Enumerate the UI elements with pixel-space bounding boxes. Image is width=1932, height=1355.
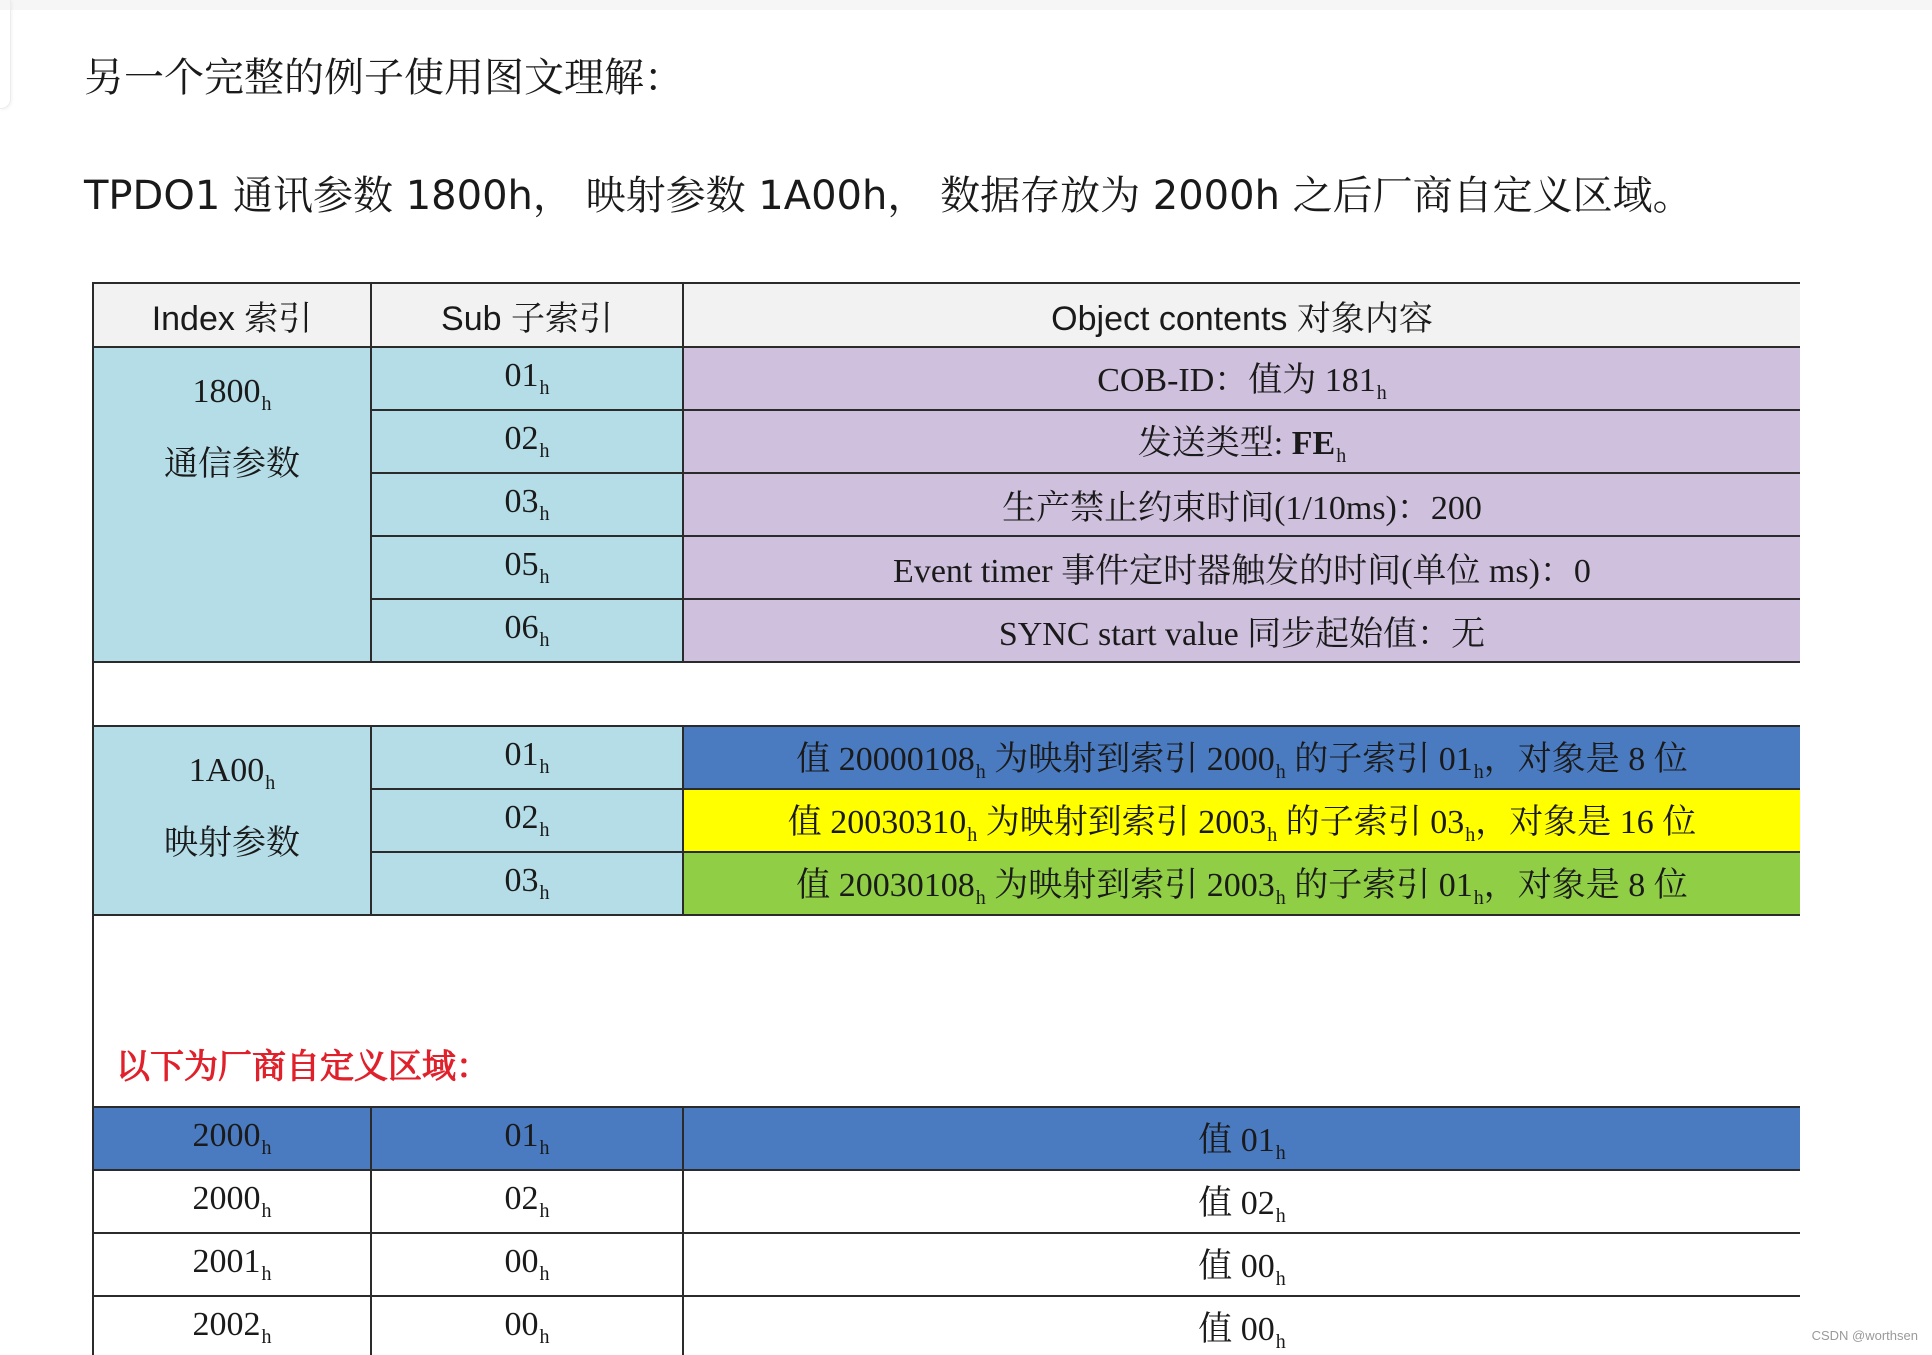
hex-suffix: h <box>261 1263 272 1285</box>
vendor-content-cell: 值 $02_h$ <box>683 1170 1800 1233</box>
vendor-sub-cell: $02_h$ <box>371 1170 683 1233</box>
map-index-cell <box>93 726 371 915</box>
sub-index-cell: $06_h$ <box>371 599 683 662</box>
hex-suffix: h <box>1473 887 1484 909</box>
hex-suffix: h <box>539 1200 550 1222</box>
hex-suffix: h <box>967 824 978 846</box>
sub-index-cell: $01_h$ <box>371 347 683 410</box>
sub-index-cell: $02_h$ <box>371 789 683 852</box>
vendor-index-cell: $2002_h$ <box>93 1296 371 1355</box>
vendor-sub-cell: $00_h$ <box>371 1233 683 1296</box>
hex-suffix: h <box>1275 761 1286 783</box>
hex-suffix: h <box>1275 1142 1286 1164</box>
content-cell: 发送类型: $FE_h$ <box>683 410 1800 473</box>
header-cell: Sub 子索引 <box>371 283 683 347</box>
vendor-row <box>93 1296 1800 1355</box>
pdo-table-container <box>92 282 1800 1355</box>
hex-suffix: h <box>261 1326 272 1348</box>
watermark: CSDN @worthsen <box>1811 1328 1918 1343</box>
content-cell: Event timer 事件定时器触发的时间(单位 ms)：0 <box>683 536 1800 599</box>
content-cell: 生产禁止约束时间(1/10ms)：200 <box>683 473 1800 536</box>
hex-suffix: h <box>261 393 272 415</box>
header-cell: Index 索引 <box>93 283 371 347</box>
mapping-content-cell: 值 $20000108_h$ 为映射到索引 $2000_h$ 的子索引 $01_h$，对象是 8 位 <box>683 726 1800 789</box>
hex-suffix: h <box>1336 445 1347 467</box>
comm-index-cell <box>93 347 371 662</box>
vendor-label-cell <box>93 915 1800 1107</box>
hex-suffix: h <box>539 503 550 525</box>
vendor-sub-cell: $01_h$ <box>371 1107 683 1170</box>
sub-index-cell: $01_h$ <box>371 726 683 789</box>
hex-suffix: h <box>975 761 986 783</box>
map-index-value: $1A00_h$ <box>188 752 276 794</box>
sub-index-cell: $02_h$ <box>371 410 683 473</box>
sub-index-cell: $05_h$ <box>371 536 683 599</box>
comm-index-value: $1800_h$ <box>192 373 272 415</box>
hex-suffix: h <box>539 629 550 651</box>
content-cell: COB-ID：值为 $181_h$ <box>683 347 1800 410</box>
spacer-row <box>93 662 1800 726</box>
hex-suffix: h <box>539 819 550 841</box>
hex-suffix: h <box>1275 1205 1286 1227</box>
vendor-index-cell: $2000_h$ <box>93 1107 371 1170</box>
comm-param-row <box>93 347 1800 410</box>
hex-suffix: h <box>539 1326 550 1348</box>
hex-suffix: h <box>1473 761 1484 783</box>
vendor-index-cell: $2000_h$ <box>93 1170 371 1233</box>
vendor-area-label: 以下为厂商自定义区域： <box>116 1047 490 1087</box>
hex-suffix: h <box>539 756 550 778</box>
mapping-content-cell: 值 $20030310_h$ 为映射到索引 $2003_h$ 的子索引 $03_h$，对象是 16 位 <box>683 789 1800 852</box>
vendor-sub-cell: $00_h$ <box>371 1296 683 1355</box>
hex-suffix: h <box>975 887 986 909</box>
mapping-row <box>93 726 1800 789</box>
hex-suffix: h <box>1376 382 1387 404</box>
vendor-row <box>93 1107 1800 1170</box>
vendor-content-cell: 值 $00_h$ <box>683 1296 1800 1355</box>
hex-suffix: h <box>1267 824 1278 846</box>
page-top-shade <box>0 0 1932 10</box>
hex-suffix: h <box>265 772 276 794</box>
intro-paragraph: 另一个完整的例子使用图文理解： <box>84 55 684 101</box>
map-index-name: 映射参数 <box>164 823 300 863</box>
left-edge-card <box>0 0 11 109</box>
hex-suffix: h <box>1275 887 1286 909</box>
hex-suffix: h <box>539 377 550 399</box>
header-cell: Object contents 对象内容 <box>683 283 1800 347</box>
hex-suffix: h <box>539 440 550 462</box>
table-header-row <box>93 283 1800 347</box>
vendor-content-cell: 值 $00_h$ <box>683 1233 1800 1296</box>
hex-suffix: h <box>261 1137 272 1159</box>
spacer-cell <box>93 662 1800 726</box>
comm-index-name: 通信参数 <box>164 444 300 484</box>
hex-suffix: h <box>1465 824 1476 846</box>
summary-paragraph: TPDO1 通讯参数 1800h， 映射参数 1A00h， 数据存放为 2000h 之后厂商自定义区域。 <box>84 173 1693 219</box>
pdo-object-table <box>92 282 1800 1355</box>
sub-index-cell: $03_h$ <box>371 473 683 536</box>
content-cell: SYNC start value 同步起始值：无 <box>683 599 1800 662</box>
hex-suffix: h <box>539 566 550 588</box>
hex-suffix: h <box>539 1263 550 1285</box>
vendor-row <box>93 1233 1800 1296</box>
hex-suffix: h <box>1275 1268 1286 1290</box>
hex-suffix: h <box>539 882 550 904</box>
mapping-content-cell: 值 $20030108_h$ 为映射到索引 $2003_h$ 的子索引 $01_h$，对象是 8 位 <box>683 852 1800 915</box>
hex-suffix: h <box>1275 1331 1286 1353</box>
sub-index-cell: $03_h$ <box>371 852 683 915</box>
bold-value: FE <box>1291 425 1336 462</box>
vendor-content-cell: 值 $01_h$ <box>683 1107 1800 1170</box>
hex-suffix: h <box>261 1200 272 1222</box>
vendor-label-row <box>93 915 1800 1107</box>
vendor-row <box>93 1170 1800 1233</box>
hex-suffix: h <box>539 1137 550 1159</box>
vendor-index-cell: $2001_h$ <box>93 1233 371 1296</box>
